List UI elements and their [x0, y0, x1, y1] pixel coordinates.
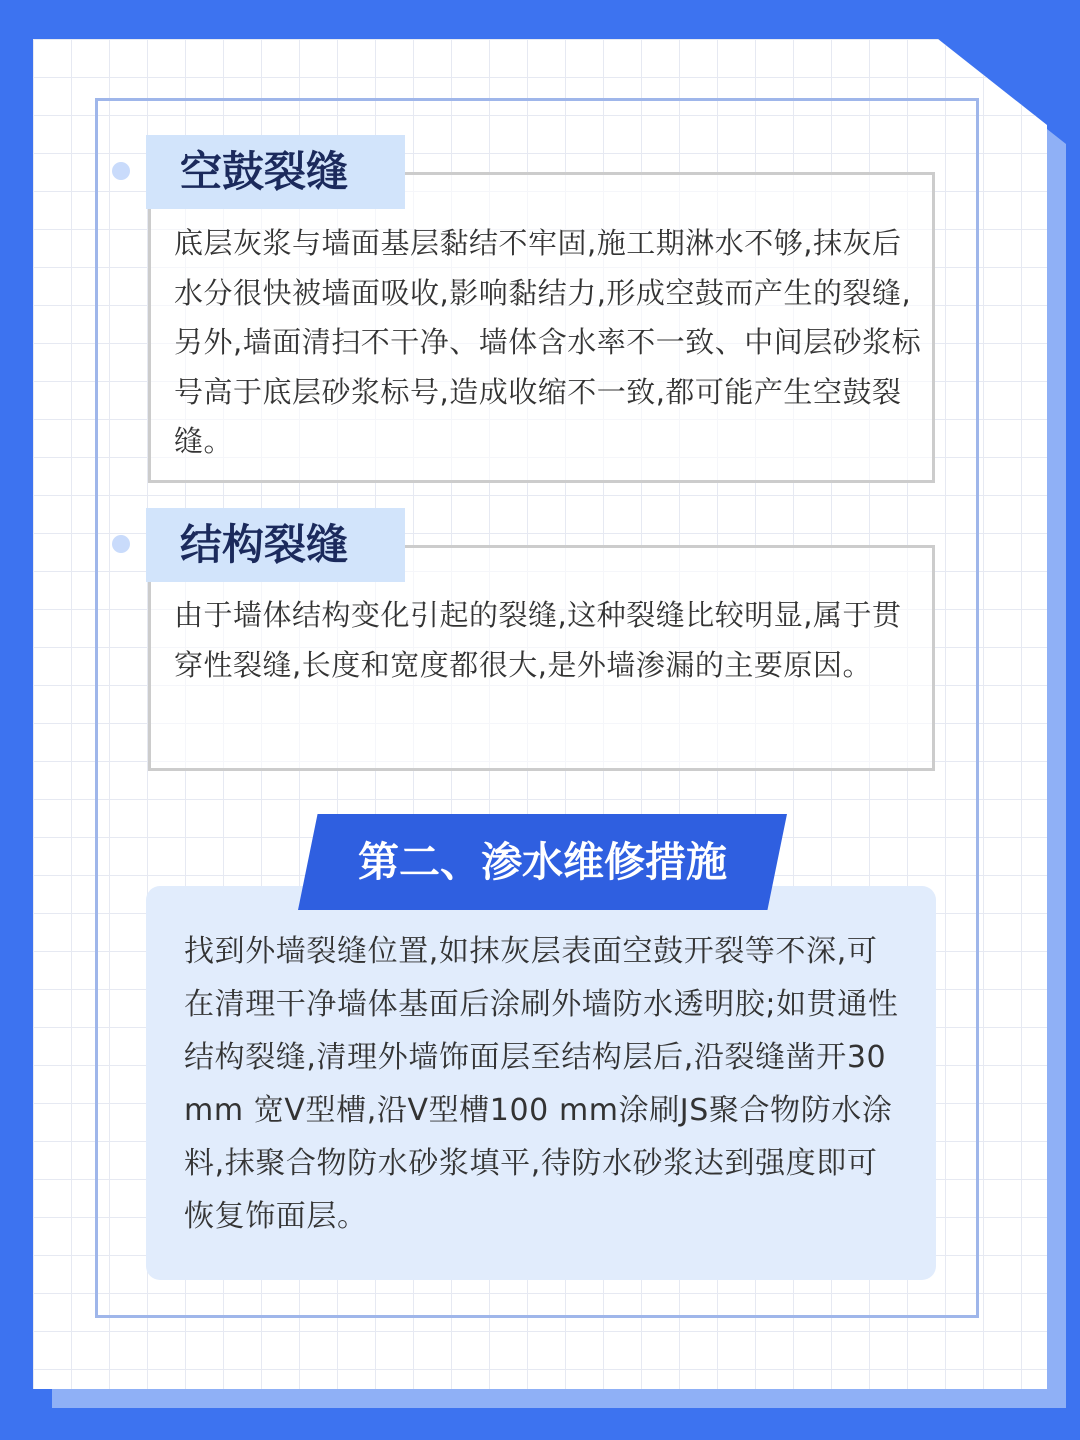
section-body-hollow-crack: 底层灰浆与墙面基层黏结不牢固,施工期淋水不够,抹灰后水分很快被墙面吸收,影响黏结力,形成空鼓而产生的裂缝,另外,墙面清扫不干净、墙体含水率不一致、中间层砂浆标号高于底层砂浆标号,造成收缩不一致,都可能产生空鼓裂缝。 [174, 226, 922, 458]
bullet-dot [112, 535, 130, 553]
measures-body: 找到外墙裂缝位置,如抹灰层表面空鼓开裂等不深,可在清理干净墙体基面后涂刷外墙防水透明胶;如贯通性结构裂缝,清理外墙饰面层至结构层后,沿裂缝凿开30 mm 宽V型槽,沿V型槽100 mm涂刷JS聚合物防水涂料,抹聚合物防水砂浆填平,待防水砂浆达到强度即可恢复饰面层。 [184, 934, 899, 1234]
section-title-hollow-crack: 空鼓裂缝 [146, 135, 405, 209]
section-title-structural-crack: 结构裂缝 [146, 508, 405, 582]
section-body-structural-crack: 由于墙体结构变化引起的裂缝,这种裂缝比较明显,属于贯穿性裂缝,长度和宽度都很大,是外墙渗漏的主要原因。 [174, 598, 902, 682]
measures-heading: 第二、渗水维修措施 [358, 838, 727, 886]
bullet-dot [112, 162, 130, 180]
